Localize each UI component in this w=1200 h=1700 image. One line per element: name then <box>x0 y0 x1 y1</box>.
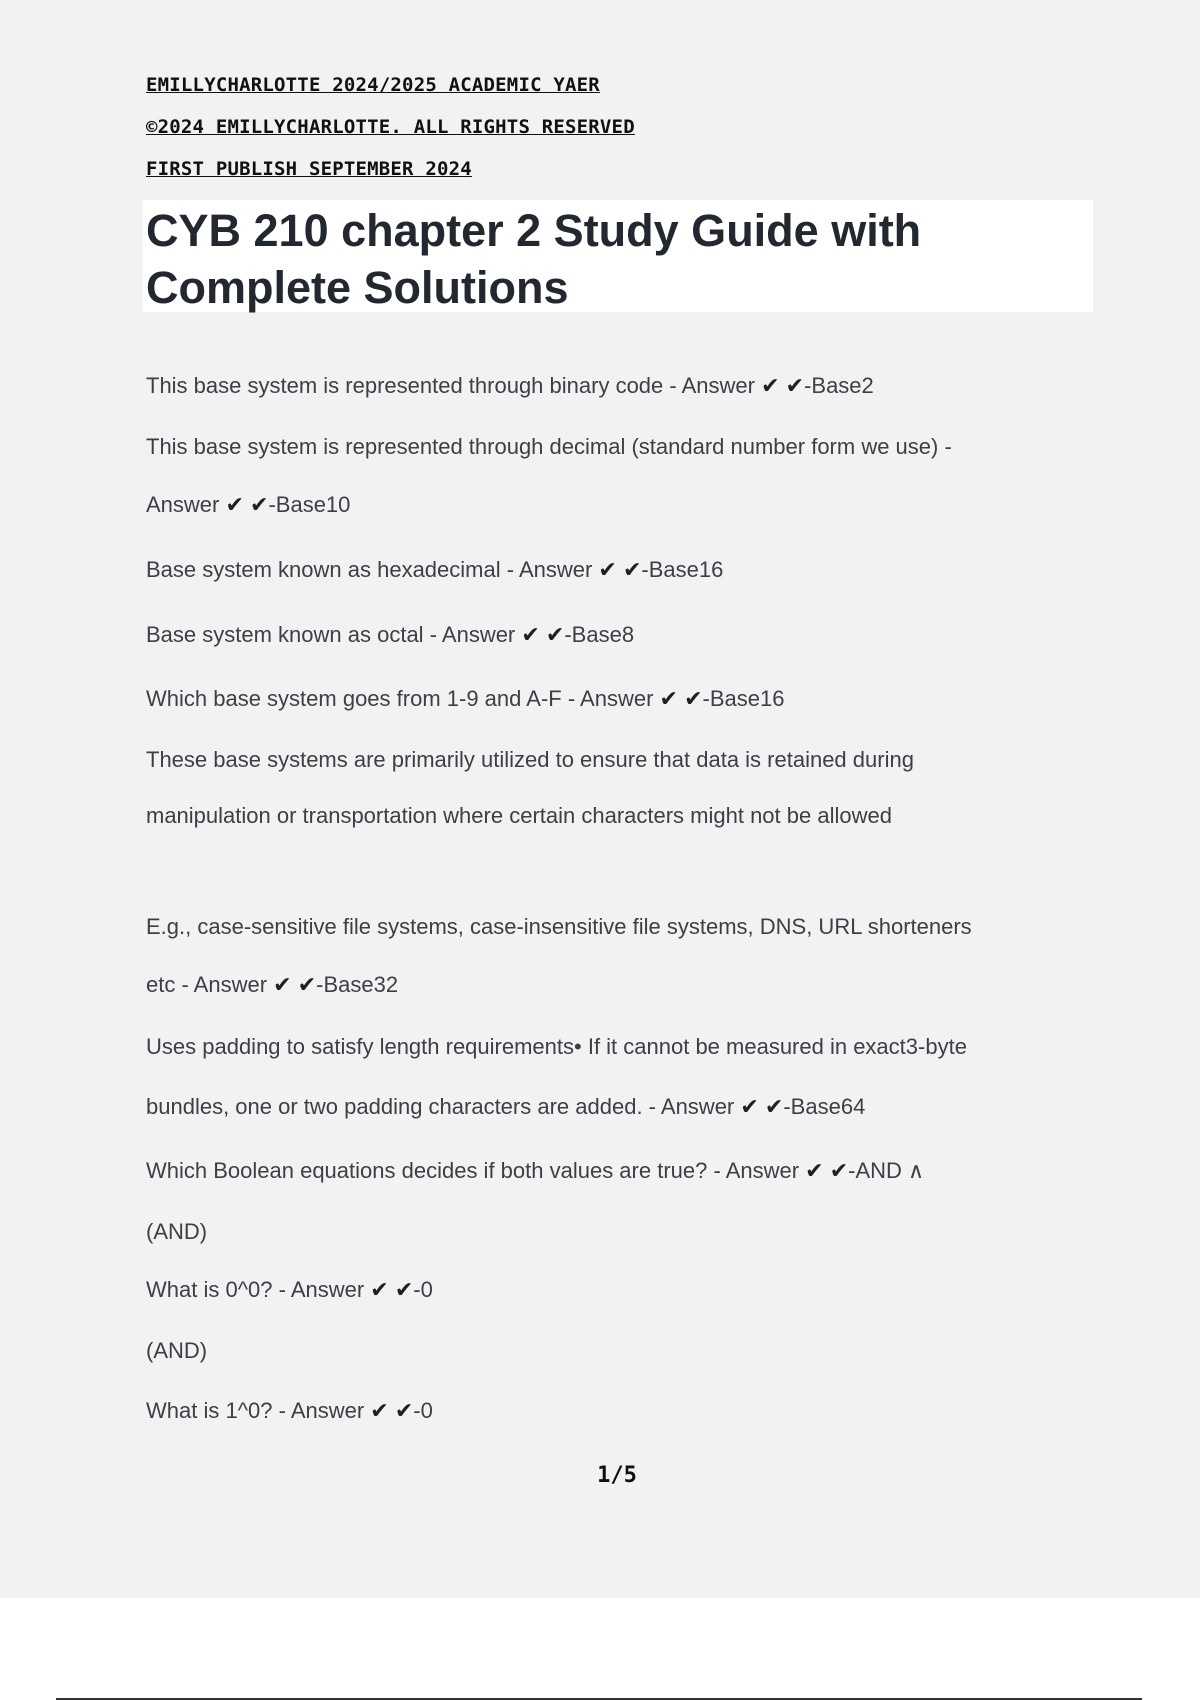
check-mark-icon: ✔ <box>364 1277 389 1302</box>
content-line <box>146 1398 433 1424</box>
line-text: Uses padding to satisfy length requirements• If it cannot be measured in exact3-byte <box>146 1034 967 1059</box>
check-mark-icon: ✔ <box>758 1094 784 1119</box>
line-text: Base system known as hexadecimal - Answer <box>146 557 593 582</box>
title-line-2: Complete Solutions <box>146 262 569 313</box>
answer-text: -AND ∧ <box>848 1158 925 1183</box>
content-line <box>146 1277 433 1303</box>
check-mark-icon: ✔ <box>734 1094 759 1119</box>
page-number: 1/5 <box>597 1463 637 1488</box>
check-mark-icon: ✔ <box>754 373 780 398</box>
check-mark-icon: ✔ <box>592 557 617 582</box>
content-line <box>146 686 784 712</box>
check-mark-icon: ✔ <box>364 1398 389 1423</box>
line-text: Which Boolean equations decides if both values are true? - Answer <box>146 1158 800 1183</box>
line-text: Answer <box>146 492 220 517</box>
line-text: Which base system goes from 1-9 and A-F - Answer <box>146 686 654 711</box>
check-mark-icon: ✔ <box>799 1158 824 1183</box>
content-line <box>146 1094 865 1120</box>
answer-text: -Base64 <box>783 1094 866 1119</box>
answer-text: -0 <box>413 1277 433 1302</box>
answer-text: -Base2 <box>804 373 874 398</box>
line-text: etc - Answer <box>146 972 268 997</box>
check-mark-icon: ✔ <box>779 373 805 398</box>
answer-text: -Base8 <box>564 622 635 647</box>
header-publish-date: FIRST PUBLISH SEPTEMBER 2024 <box>146 158 472 180</box>
line-text: manipulation or transportation where certain characters might not be allowed <box>146 803 892 828</box>
line-text: This base system is represented through decimal (standard number form we use) - <box>146 434 952 459</box>
content-line <box>146 1158 924 1184</box>
content-line <box>146 914 972 940</box>
check-mark-icon: ✔ <box>388 1398 414 1423</box>
content-line <box>146 1338 207 1364</box>
line-text: bundles, one or two padding characters are added. - Answer <box>146 1094 735 1119</box>
content-line <box>146 434 952 460</box>
answer-text: -Base10 <box>268 492 351 517</box>
title-block <box>143 200 1093 312</box>
content-line <box>146 622 634 648</box>
line-text: (AND) <box>146 1338 208 1363</box>
answer-text: -Base16 <box>702 686 785 711</box>
check-mark-icon: ✔ <box>539 622 565 647</box>
line-text: (AND) <box>146 1219 208 1244</box>
line-text: What is 0^0? - Answer <box>146 1277 365 1302</box>
check-mark-icon: ✔ <box>616 557 642 582</box>
check-mark-icon: ✔ <box>653 686 678 711</box>
check-mark-icon: ✔ <box>219 492 244 517</box>
check-mark-icon: ✔ <box>243 492 269 517</box>
line-text: E.g., case-sensitive file systems, case-insensitive file systems, DNS, URL shorteners <box>146 914 972 939</box>
content-line <box>146 557 723 583</box>
check-mark-icon: ✔ <box>677 686 703 711</box>
line-text: Base system known as octal - Answer <box>146 622 516 647</box>
check-mark-icon: ✔ <box>823 1158 849 1183</box>
answer-text: -Base16 <box>641 557 724 582</box>
line-text: This base system is represented through binary code - Answer <box>146 373 755 398</box>
header-academic-year: EMILLYCHARLOTTE 2024/2025 ACADEMIC YAER <box>146 74 600 96</box>
check-mark-icon: ✔ <box>515 622 540 647</box>
check-mark-icon: ✔ <box>291 972 317 997</box>
line-text: These base systems are primarily utilized to ensure that data is retained during <box>146 747 914 772</box>
content-line <box>146 972 398 998</box>
check-mark-icon: ✔ <box>388 1277 414 1302</box>
line-text: What is 1^0? - Answer <box>146 1398 365 1423</box>
content-line <box>146 747 914 773</box>
content-line <box>146 1034 967 1060</box>
header-copyright: ©2024 EMILLYCHARLOTTE. ALL RIGHTS RESERVED <box>146 116 635 138</box>
title-line-1: CYB 210 chapter 2 Study Guide with <box>146 205 922 256</box>
content-line <box>146 492 350 518</box>
content-line <box>146 1219 207 1245</box>
answer-text: -Base32 <box>316 972 399 997</box>
check-mark-icon: ✔ <box>267 972 292 997</box>
content-line <box>146 803 892 829</box>
page-title <box>143 200 1093 316</box>
content-line <box>146 373 874 399</box>
answer-text: -0 <box>413 1398 433 1423</box>
